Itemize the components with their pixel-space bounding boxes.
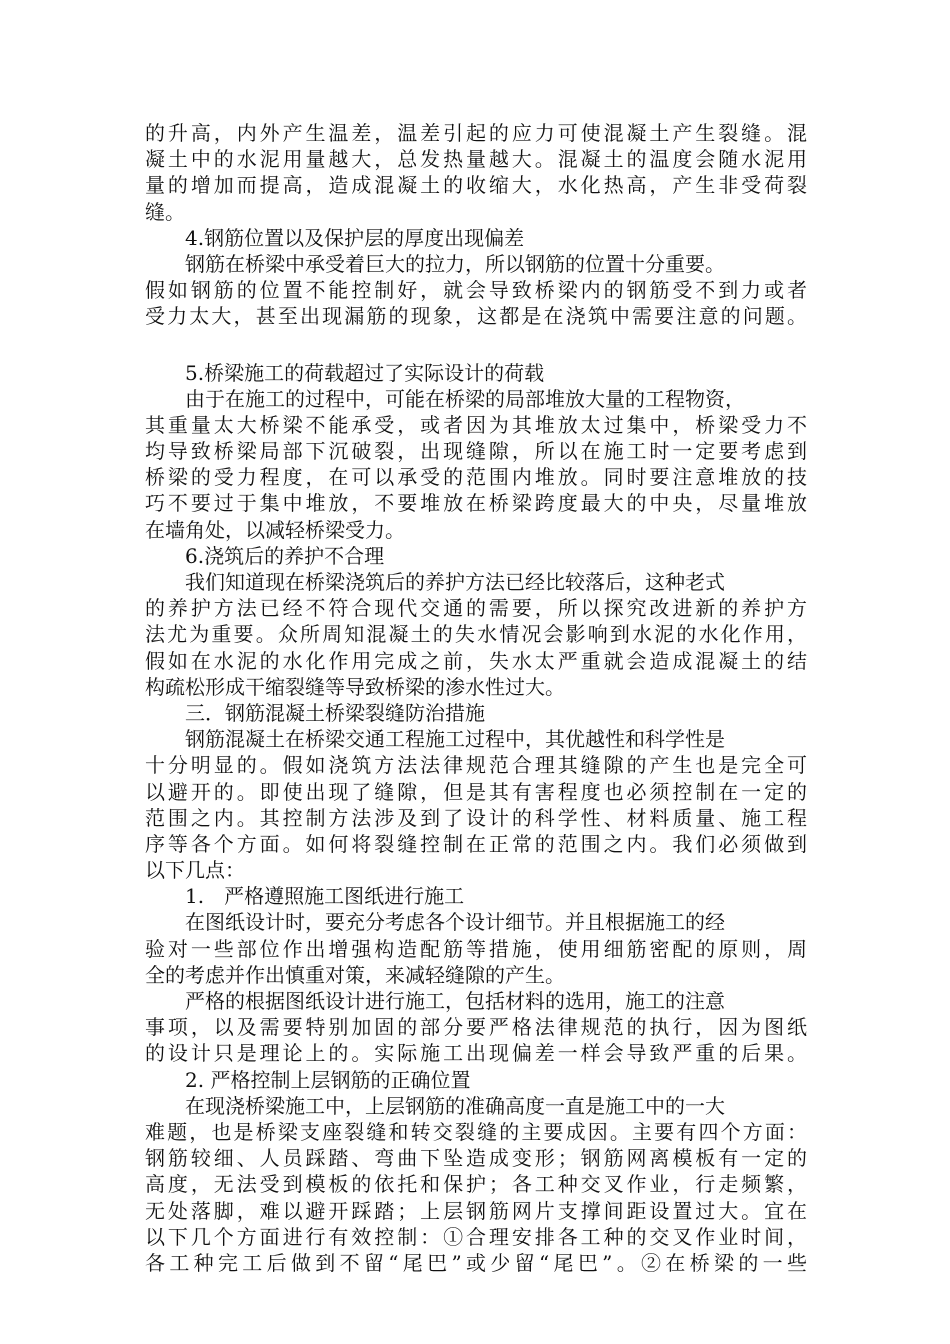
text-line: 以避开的。即使出现了缝隙，但是其有害程度也必须控制在一定的 <box>145 779 807 804</box>
text-line: 巧不要过于集中堆放，不要堆放在桥梁跨度最大的中央，尽量堆放 <box>145 491 807 516</box>
text-line: 缝。 <box>145 199 185 224</box>
text-line: 在墙角处，以减轻桥梁受力。 <box>145 517 405 542</box>
text-line: 难题，也是桥梁支座裂缝和转交裂缝的主要成因。主要有四个方面： <box>145 1119 807 1144</box>
section-heading: 6.浇筑后的养护不合理 <box>185 543 385 568</box>
text-line: 受力太大，甚至出现漏筋的现象，这都是在浇筑中需要注意的问题。 <box>145 304 807 329</box>
text-line: 范围之内。其控制方法涉及到了设计的科学性、材料质量、施工程 <box>145 805 807 830</box>
text-line: 桥梁的受力程度，在可以承受的范围内堆放。同时要注意堆放的技 <box>145 465 807 490</box>
text-line: 各工种完工后做到不留“尾巴”或少留“尾巴”。②在桥梁的一些 <box>145 1250 807 1275</box>
text-line: 构疏松形成干缩裂缝等导致桥梁的渗水性过大。 <box>145 674 565 699</box>
section-heading: 1. 严格遵照施工图纸进行施工 <box>185 884 465 909</box>
text-line: 钢筋较细、人员踩踏、弯曲下坠造成变形；钢筋网离模板有一定的 <box>145 1146 807 1171</box>
section-heading: 三．钢筋混凝土桥梁裂缝防治措施 <box>185 700 485 725</box>
text-line: 的设计只是理论上的。实际施工出现偏差一样会导致严重的后果。 <box>145 1041 807 1066</box>
document-body <box>145 120 807 1276</box>
text-line: 钢筋在桥梁中承受着巨大的拉力，所以钢筋的位置十分重要。 <box>185 251 725 276</box>
text-line: 我们知道现在桥梁浇筑后的养护方法已经比较落后，这种老式 <box>185 570 725 594</box>
text-line: 以下几点： <box>145 858 245 883</box>
text-line: 凝土中的水泥用量越大，总发热量越大。混凝土的温度会随水泥用 <box>145 147 807 172</box>
blank-line <box>145 330 807 360</box>
text-line: 钢筋混凝土在桥梁交通工程施工过程中，其优越性和科学性是 <box>185 727 725 752</box>
text-line: 在图纸设计时，要充分考虑各个设计细节。并且根据施工的经 <box>185 910 725 935</box>
text-line: 假如在水泥的水化作用完成之前，失水太严重就会造成混凝土的结 <box>145 648 807 673</box>
text-line: 十分明显的。假如浇筑方法法律规范合理其缝隙的产生也是完全可 <box>145 753 807 778</box>
text-line: 严格的根据图纸设计进行施工，包括材料的选用，施工的注意 <box>185 989 725 1013</box>
text-line: 由于在施工的过程中，可能在桥梁的局部堆放大量的工程物资， <box>185 386 745 411</box>
text-line: 假如钢筋的位置不能控制好，就会导致桥梁内的钢筋受不到力或者 <box>145 278 807 303</box>
section-heading: 4.钢筋位置以及保护层的厚度出现偏差 <box>185 225 525 250</box>
text-line: 的养护方法已经不符合现代交通的需要，所以探究改进新的养护方 <box>145 596 807 621</box>
section-heading: 5.桥梁施工的荷载超过了实际设计的荷载 <box>185 360 545 385</box>
text-line: 事项，以及需要特别加固的部分要严格法律规范的执行，因为图纸 <box>145 1015 807 1040</box>
text-line: 全的考虑并作出慎重对策，来减轻缝隙的产生。 <box>145 962 565 987</box>
section-heading: 2. 严格控制上层钢筋的正确位置 <box>185 1067 471 1092</box>
text-line: 在现浇桥梁施工中，上层钢筋的准确高度一直是施工中的一大 <box>185 1093 725 1118</box>
text-line: 的升高，内外产生温差，温差引起的应力可使混凝土产生裂缝。混 <box>145 121 807 145</box>
text-line: 序等各个方面。如何将裂缝控制在正常的范围之内。我们必须做到 <box>145 831 807 856</box>
text-line: 量的增加而提高，造成混凝土的收缩大，水化热高，产生非受荷裂 <box>145 173 807 198</box>
text-line: 均导致桥梁局部下沉破裂，出现缝隙，所以在施工时一定要考虑到 <box>145 439 807 464</box>
text-line: 以下几个方面进行有效控制：①合理安排各工种的交叉作业时间， <box>145 1224 807 1249</box>
text-line: 其重量太大桥梁不能承受，或者因为其堆放太过集中，桥梁受力不 <box>145 412 807 437</box>
text-line: 高度，无法受到模板的依托和保护；各工种交叉作业，行走频繁， <box>145 1172 807 1197</box>
text-line: 法尤为重要。众所周知混凝土的失水情况会影响到水泥的水化作用， <box>145 622 807 647</box>
text-line: 无处落脚，难以避开踩踏；上层钢筋网片支撑间距设置过大。宜在 <box>145 1198 807 1223</box>
text-line: 验对一些部位作出增强构造配筋等措施，使用细筋密配的原则，周 <box>145 936 807 961</box>
